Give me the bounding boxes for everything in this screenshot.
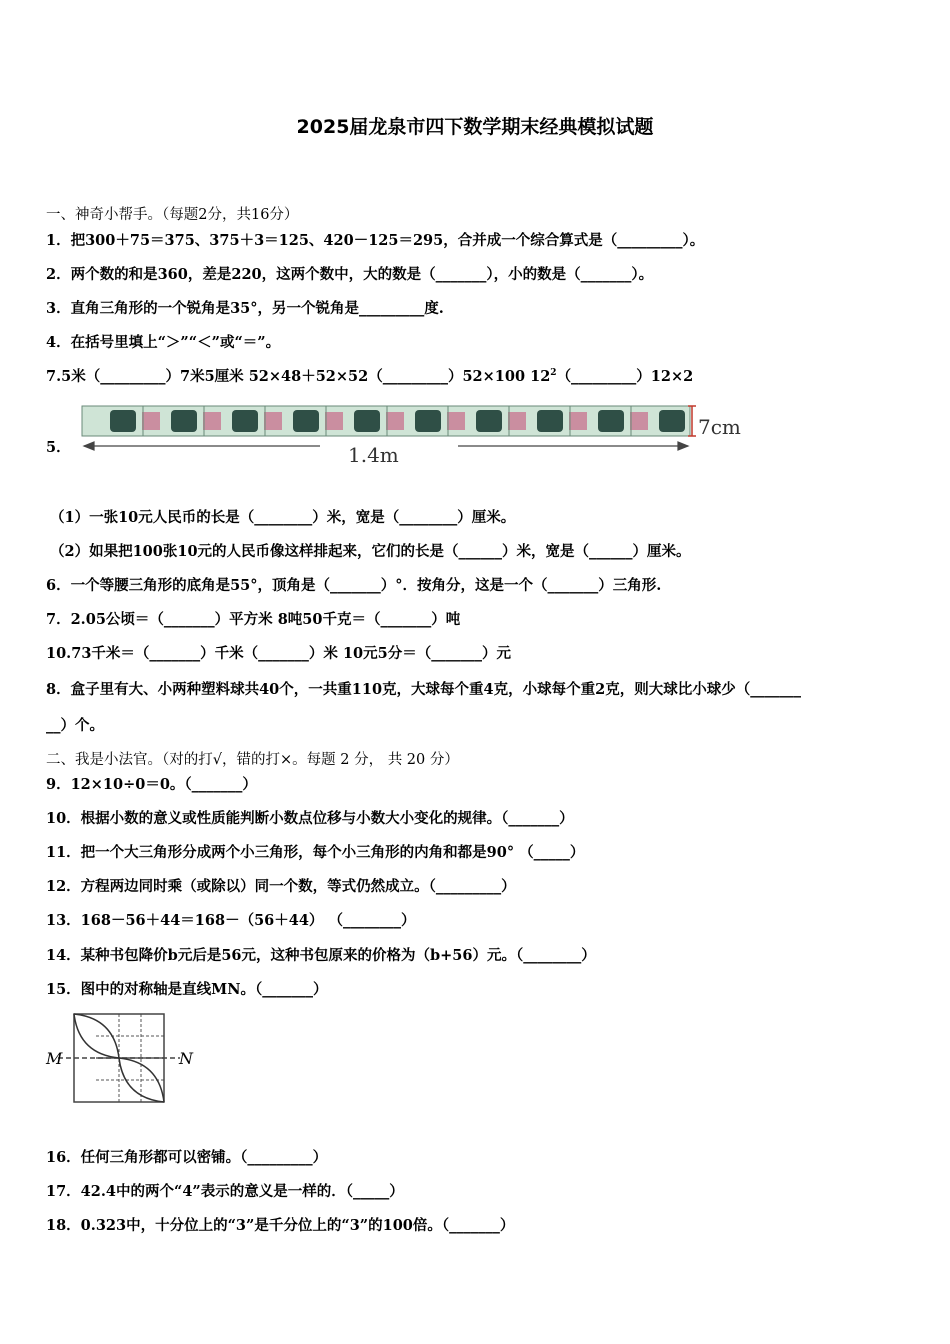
banknotes	[82, 406, 690, 436]
question-10: 10．根据小数的意义或性质能判断小数点位移与小数大小变化的规律。（_______）	[46, 810, 574, 827]
question-9: 9．12×10÷0＝0。（_______）	[46, 776, 257, 793]
question-16: 16．任何三角形都可以密铺。（_________）	[46, 1149, 328, 1166]
question-18: 18．0.323中，十分位上的“3”是千分位上的“3”的100倍。（_______）	[46, 1217, 515, 1234]
question-3: 3．直角三角形的一个锐角是35°，另一个锐角是_________度.	[46, 300, 444, 317]
question-13: 13．168－56＋44＝168－（56＋44） （________）	[46, 912, 416, 929]
length-label: 1.4m	[348, 443, 399, 467]
symmetry-label-m: M	[46, 1049, 63, 1068]
question-4-items	[46, 365, 693, 386]
question-11: 11．把一个大三角形分成两个小三角形，每个小三角形的内角和都是90° （_____）	[46, 844, 585, 861]
height-label: 7cm	[698, 415, 741, 439]
question-6: 6．一个等腰三角形的底角是55°，顶角是（_______）°．按角分，这是一个（_______）三角形.	[46, 577, 662, 594]
section1-header: 一、神奇小帮手。（每题2分，共16分）	[46, 207, 299, 223]
question-7-line-2: 10.73千米＝（_______）千米（_______）米 10元5分＝（_______）元	[46, 645, 511, 662]
question-2: 2．两个数的和是360，差是220，这两个数中，大的数是（_______），小的数是（_______）。	[46, 266, 654, 283]
question-17: 17．42.4中的两个“4”表示的意义是一样的．（_____）	[46, 1183, 404, 1200]
symmetry-grid-figure	[44, 1010, 194, 1110]
question-4-items-b: （_________）12×2	[556, 368, 694, 385]
section2-header: 二、我是小法官。（对的打√，错的打×。每题 2 分， 共 20 分）	[46, 752, 459, 768]
question-12: 12．方程两边同时乘（或除以）同一个数，等式仍然成立。（_________）	[46, 878, 516, 895]
question-7-line-1: 7．2.05公顷＝（_______）平方米 8吨50千克＝（_______）吨	[46, 611, 461, 628]
question-8-line-2: __）个。	[46, 717, 104, 734]
question-5-part-1: （1）一张10元人民币的长是（________）米，宽是（________）厘米。	[50, 509, 516, 526]
question-5-part-2: （2）如果把100张10元的人民币像这样排起来，它们的长是（______）米，宽是（______）厘米。	[50, 543, 691, 560]
question-14: 14．某种书包降价b元后是56元，这种书包原来的价格为（b+56）元。（________）	[46, 947, 596, 964]
question-5-label: 5．	[46, 439, 71, 456]
question-4-items-a: 7.5米（_________）7米5厘米 52×48＋52×52（_________）52×100 12	[46, 368, 551, 385]
question-8-line-1: 8．盒子里有大、小两种塑料球共40个，一共重110克，大球每个重4克，小球每个重2克，则大球比小球少（_______	[46, 681, 801, 698]
question-15: 15．图中的对称轴是直线MN。（_______）	[46, 981, 328, 998]
question-1: 1．把300＋75＝375、375＋3＝125、420－125＝295，合并成一个综合算式是（_________）。	[46, 232, 705, 249]
question-4-superscript: 2	[550, 368, 557, 379]
symmetry-label-n: N	[179, 1049, 193, 1068]
page-title: 2025届龙泉市四下数学期末经典模拟试题	[296, 116, 654, 138]
question-4: 4．在括号里填上“＞”“＜”或“＝”。	[46, 334, 281, 351]
banknote-row-figure	[80, 400, 760, 470]
